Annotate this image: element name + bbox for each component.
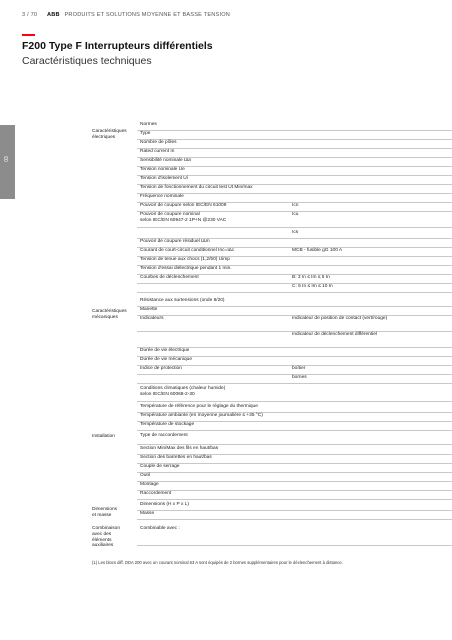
brand-name: ABB [46,12,60,18]
row-label: Résistance aux surtensions (onde 8/20) [140,298,225,303]
table-row [137,525,452,546]
category-auxiliary: Combinaison avec des éléments auxiliaires [92,526,120,549]
row-label: Courant de court-circuit conditionnel Inc=IΔc [140,248,235,253]
row-label: Tension d'isolement Ui [140,176,188,181]
accent-bar [22,34,35,36]
row-label: Type [140,131,151,136]
row-value: B: 3 In ≤ Im ≤ 5 In [292,275,330,280]
row-label: Masse [140,511,155,516]
row-label: Indicateurs [140,316,164,321]
row-label: Section des barrettes en haut/bas [140,455,212,460]
row-label: Durée de vie mécanique [140,357,192,362]
page-header [22,12,230,18]
section-name: PRODUITS ET SOLUTIONS MOYENNE ET BASSE TENSION [64,12,231,18]
row-label: Section Min/Max des fils en haut/bas [140,446,219,451]
page-number: 3 / 70 [22,12,38,18]
table-row [137,283,452,293]
row-label: Combinable avec : [140,526,180,531]
chapter-tab[interactable] [0,125,15,199]
row-value: Icn [292,203,299,208]
row-label: Nombre de pôles [140,140,177,145]
row-label: Tension d'essai diélectrique pendant 1 min. [140,266,232,271]
row-label: Courbes de déclenchement [140,275,199,280]
row-label: Normes [140,122,157,127]
row-value: bornes [292,375,307,380]
category-mechanical: Caractéristiques mécaniques [92,309,127,320]
footnote: (1) Les blocs diff. DDA 200 avec un courant nominal 63 A sont équipés de 2 bornes supplémentaires pour le déclenchement à distance. [92,560,343,565]
row-label: Durée de vie électrique [140,348,190,353]
row-label: Couple de serrage [140,464,180,469]
row-label: Pouvoir de coupure résiduel IΔm [140,239,210,244]
row-label: Sensibilité nominale IΔn [140,158,192,163]
category-installation: Installation [92,434,115,439]
category-electrical: Caractéristiques électriques [92,129,127,140]
row-label: Pouvoir de coupure nominal selon IEC/EN 60947-2 1P+N @230 VAC [140,212,227,223]
chapter-tab-label: 03 [3,156,10,162]
row-label: Température ambiante (en moyenne journalière ≤ +35 °C) [140,413,263,418]
row-label: Température de référence pour le réglage du thermique [140,404,258,409]
row-label: Montage [140,482,159,487]
page-title: F200 Type F Interrupteurs différentiels [22,40,213,52]
row-value: Icu [292,212,299,217]
table-row [137,211,452,228]
table-row [137,510,452,520]
row-value: MCB - fusible gG 100 A [292,248,343,253]
table-row [137,331,452,348]
row-label: Indice de protection [140,366,182,371]
row-label: Type de raccordement [140,433,188,438]
table-row [137,490,452,500]
row-value: Indicateur de position de contact (vert/rouge) [292,316,388,321]
table-row [137,432,452,445]
row-label: Conditions climatiques (chaleur humide) selon IEC/EN 60068-2-30 [140,386,226,397]
row-label: Outil [140,473,150,478]
row-label: Manette [140,307,158,312]
table-row [137,374,452,384]
row-value: C: 5 In ≤ Im ≤ 10 In [292,284,333,289]
row-value: boîtier [292,366,306,371]
row-value: Ics [292,230,299,235]
row-label: Tension nominale Ue [140,167,185,172]
row-label: Rated current In [140,149,175,154]
row-label: Fréquence nominale [140,194,184,199]
row-label: Pouvoir de coupure selon IEC/EN 61009 [140,203,227,208]
table-row [137,421,452,431]
page-subtitle: Caractéristiques techniques [22,55,152,67]
row-label: Température de stockage [140,422,195,427]
row-label: Tension de fonctionnement du circuit test Ut Min/max [140,185,253,190]
row-label: Tension de tenue aux chocs (1,2/50) Uimp [140,257,230,262]
row-label: Raccordement [140,491,172,496]
row-value: Indicateur de déclenchement différentiel [292,332,377,337]
table-row [137,385,452,402]
table-row [137,315,452,332]
row-label: Dimensions (H x P x L) [140,502,189,507]
category-dimensions: Dimensions et masse [92,507,118,518]
